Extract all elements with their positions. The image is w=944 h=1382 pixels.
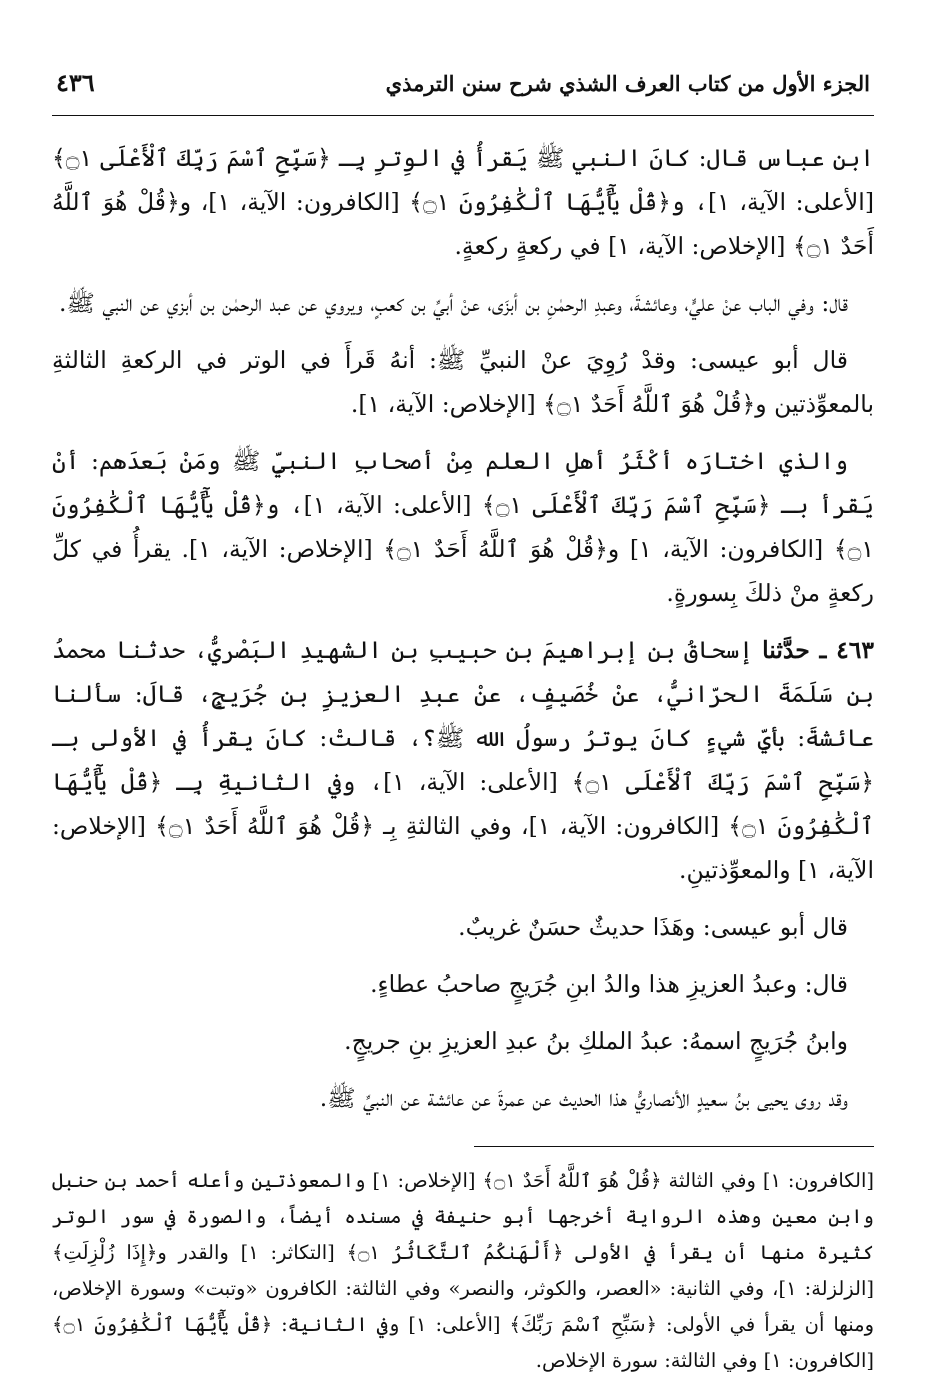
paragraph-6: قال أبو عيسى: وهَذَا حديثٌ حسَنٌ غريبٌ. (458, 913, 848, 941)
paragraph-7: قال: وعبدُ العزيزِ هذا والدُ ابنِ جُرَيجٍ صاحبُ عطاءٍ. (370, 970, 848, 998)
paragraph-3: قال أبو عيسى: وقدْ رُوِيَ عنْ النبيِّ ﷺ: أنهُ قَرأَ في الوتر في الركعةِ الثالثةِ بالمعوِّذتين و﴿قُلْ هُوَ ٱللَّهُ أَحَدٌ ۝١﴾ [الإخلاص: الآية، ١]. (52, 346, 874, 418)
page-number: ٤٣٦ (56, 68, 95, 97)
paragraph-2: قال: وفي الباب عنْ عليٍّ، وعائشةَ، وعبدِ الرحمٰنِ بن أبزَى، عنْ أبيِّ بن كعبٍ، ويروي عن عبد الرحمٰن بن أبزي عن النبي ﷺ. (59, 289, 848, 317)
paragraph-8: وابنُ جُرَيجٍ اسمهُ: عبدُ الملكِ بنُ عبدِ العزيزِ بنِ جريجٍ. (344, 1027, 848, 1055)
page-header (52, 68, 874, 103)
hadith-text: إسحاقُ بن إبراهيمَ بن حبيبِ بن الشهيدِ البَصْريُّ، حدثنا محمدُ بن سَلَمَةَ الحرّانيُّ، عنْ خُصَيفٍ، عنْ عبدِ العزيزِ بن جُرَيجٍ، قالَ: سألنا عائشةَ: بأيِّ شيءٍ كانَ يوترُ رسولُ الله ﷺ؟، قالتْ: كانَ يقرأُ في الأولى بـ ﴿سَبِّحِ ٱسْمَ رَبِّكَ ٱلْأَعْلَى ۝١﴾ [الأعلى: الآية، ١]، وفي الثانيةِ بِـ ﴿قُلْ يَٰٓأَيُّهَا ٱلْكَٰفِرُونَ ۝١﴾ [الكافرون: الآية، ١]، وفي الثالثةِ بِـ ﴿قُلْ هُوَ ٱللَّهُ أَحَدٌ ۝١﴾ [الإخلاص: الآية، ١] والمعوِّذتينِ. (52, 636, 875, 884)
paragraph-9: وقد روى يحيى بنُ سعيدٍ الأنصاريُّ هذا الحديث عن عمرةَ عن عائشة عن النبيِّ ﷺ. (319, 1084, 848, 1112)
hadith-number: ٤٦٣ ـ حدَّثنا (762, 636, 874, 664)
paragraph-1: ابن عباس قال: كانَ النبي ﷺ يَقرأُ في الوِترِ بِـ ﴿سَبِّحِ ٱسْمَ رَبِّكَ ٱلْأَعْلَى ۝١﴾ [الأعلى: الآية، ١]، و﴿قُلْ يَٰٓأَيُّهَا ٱلْكَٰفِرُونَ ۝١﴾ [الكافرون: الآية، ١]، و﴿قُلْ هُوَ ٱللَّهُ أَحَدٌ ۝١﴾ [الإخلاص: الآية، ١] في ركعةٍ ركعةٍ. (52, 144, 874, 260)
footnote-rule (474, 1146, 874, 1147)
paragraph-4: والذي اختارَه أكْثَرُ أهلِ العلم مِنْ أصحابِ النبيِّ ﷺ ومَنْ بَعدَهم: أنْ يَقرأ بـ ﴿سَبِّحِ ٱسْمَ رَبِّكَ ٱلْأَعْلَى ۝١﴾ [الأعلى: الآية، ١]، و﴿قُلْ يَٰٓأَيُّهَا ٱلْكَٰفِرُونَ ۝١﴾ [الكافرون: الآية، ١] و﴿قُلْ هُوَ ٱللَّهُ أَحَدٌ ۝١﴾ [الإخلاص: الآية، ١]. يقرأُ في كلِّ ركعةٍ منْ ذلكَ بِسورةٍ. (52, 447, 875, 607)
running-title: الجزء الأول من كتاب العرف الشذي شرح سنن الترمذي (385, 71, 870, 96)
header-rule (52, 115, 874, 116)
footnote: [الكافرون: ١] وفي الثالثة ﴿قُلْ هُوَ ٱللَّهُ أَحَدٌ ۝١﴾ [الإخلاص: ١] والمعوذتين وأعله أحمد بن حنبل وابن معين وهذه الرواية أخرجها أبو حنيفة في مسنده أيضاً، والصورة في سور الوتر كثيرة منها أن يقرأ في الأولى ﴿أَلْهَىٰكُمُ ٱلتَّكَاثُرُ ۝١﴾ [التكاثر: ١] والقدر و﴿إِذَا زُلْزِلَتِ﴾ [الزلزلة: ١]، وفي الثانية: «العصر، والكوثر، والنصر» وفي الثالثة: الكافرون «وتبت» وسورة الإخلاص، ومنها أن يقرأ في الأولى: ﴿سَبِّحِ ٱسْمَ رَبِّكَ﴾ [الأعلى: ١] وفي الثانية: ﴿قُلْ يَٰٓأَيُّهَا ٱلْكَٰفِرُونَ ۝١﴾ [الكافرون: ١] وفي الثالثة: سورة الإخلاص. (52, 1169, 875, 1372)
hadith-463 (52, 628, 874, 892)
